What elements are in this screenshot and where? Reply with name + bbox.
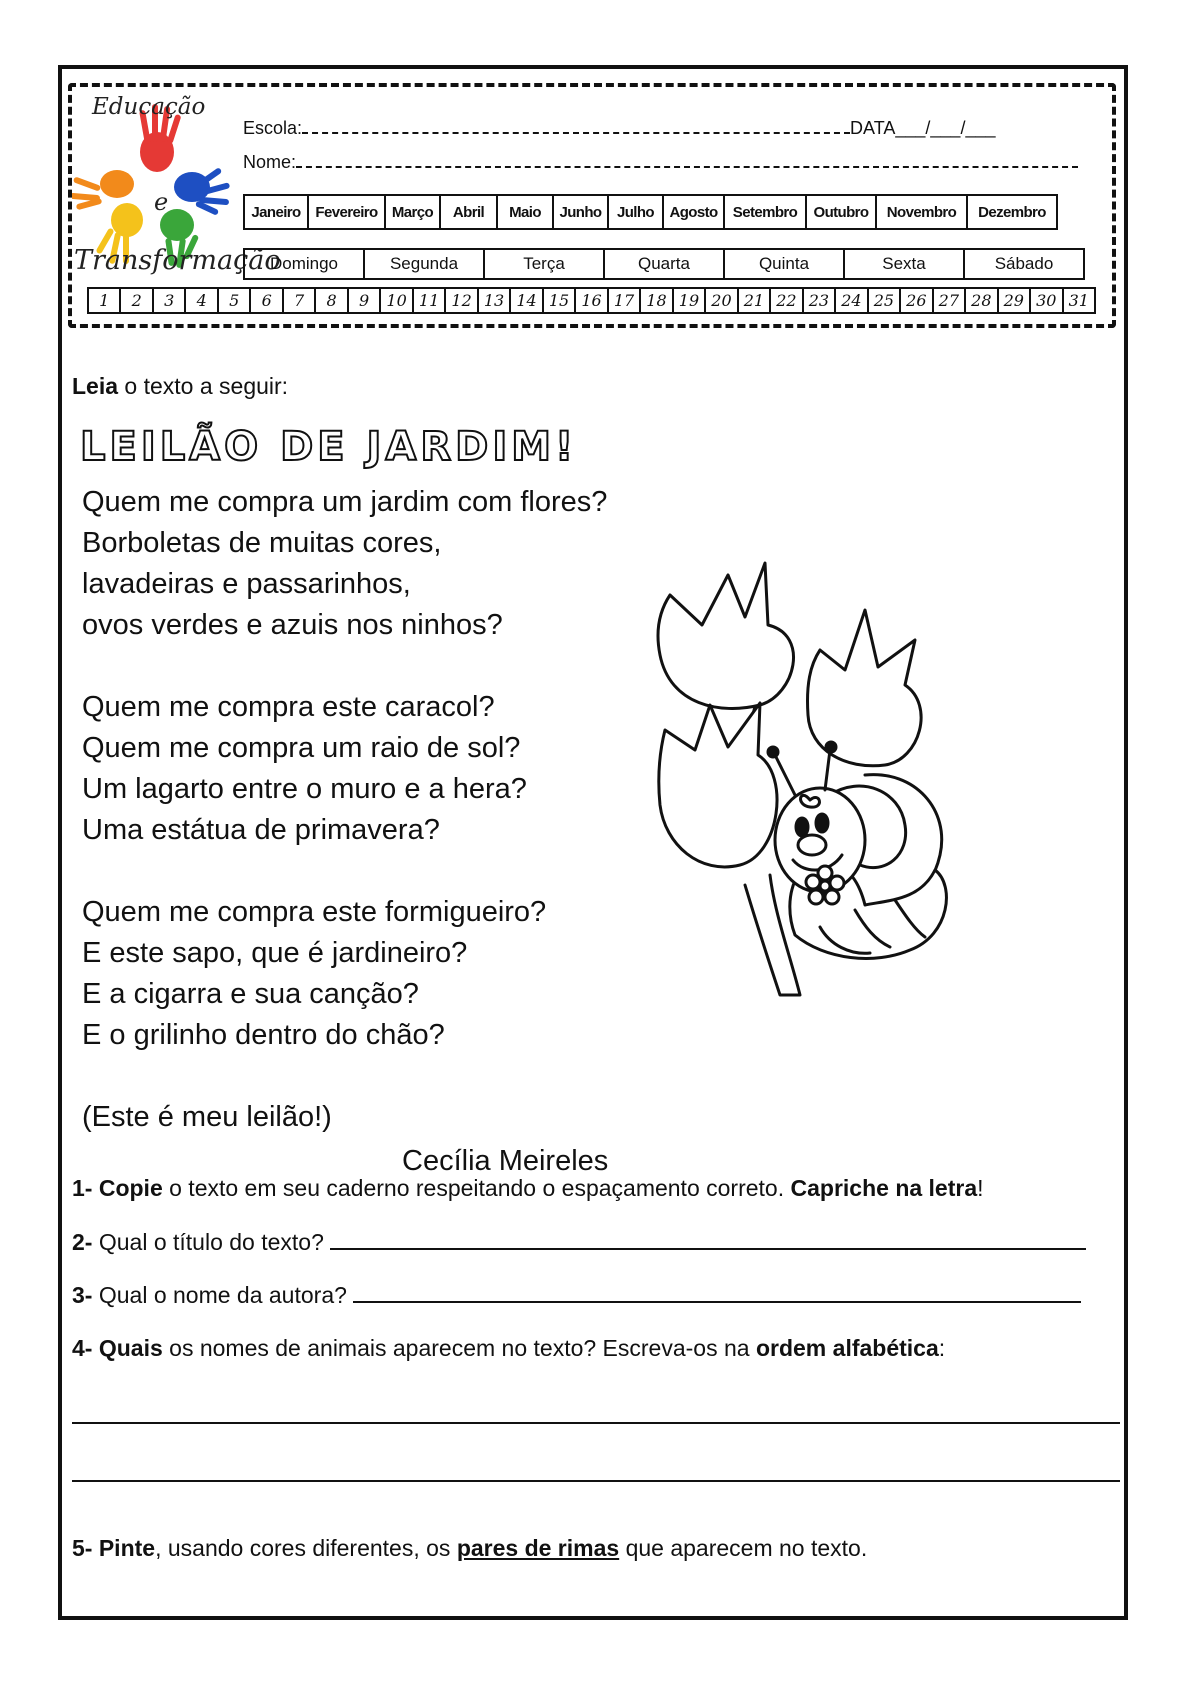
data-blanks[interactable]: ___/___/___ [895, 118, 996, 138]
q1-bold1: Copie [98, 1175, 163, 1201]
q4-bold2: ordem alfabética [755, 1335, 939, 1361]
day-cell[interactable]: 8 [316, 289, 348, 312]
q4-answer-line-1[interactable] [72, 1422, 1120, 1424]
q2-number: 2- [72, 1229, 93, 1255]
poem-stanza [82, 687, 607, 851]
months-row [243, 194, 1058, 230]
day-cell[interactable]: 5 [219, 289, 251, 312]
question-3 [72, 1281, 1081, 1309]
q5-bold1: Pinte [98, 1535, 156, 1561]
poem-line: E o grilinho dentro do chão? [82, 1019, 445, 1051]
poem-line: Quem me compra este formigueiro? [82, 896, 547, 928]
instruction-bold: Leia [72, 373, 119, 399]
month-cell[interactable]: Maio [498, 196, 554, 228]
poem-line: lavadeiras e passarinhos, [82, 568, 411, 600]
day-cell[interactable]: 30 [1031, 289, 1063, 312]
day-cell[interactable]: 3 [154, 289, 186, 312]
weekday-cell[interactable]: Segunda [365, 250, 485, 278]
day-cell[interactable]: 22 [771, 289, 803, 312]
day-cell[interactable]: 16 [576, 289, 608, 312]
day-cell[interactable]: 4 [186, 289, 218, 312]
question-5 [72, 1535, 867, 1562]
q1-text1: o texto em seu caderno respeitando o espaçamento correto. [162, 1175, 791, 1201]
tulip-snail-illustration-icon [650, 555, 990, 1005]
nome-line[interactable] [296, 152, 1078, 168]
day-cell[interactable]: 13 [479, 289, 511, 312]
month-cell[interactable]: Março [386, 196, 441, 228]
q1-bold2: Capriche na letra [790, 1175, 978, 1201]
question-2 [72, 1228, 1086, 1256]
poem-title: LEILÃO DE JARDIM! [80, 424, 578, 470]
poem-line: Um lagarto entre o muro e a hera? [82, 773, 527, 805]
day-cell[interactable]: 14 [511, 289, 543, 312]
poem-line: ovos verdes e azuis nos ninhos? [82, 609, 503, 641]
month-cell[interactable]: Dezembro [978, 203, 1046, 221]
day-cell[interactable]: 27 [934, 289, 966, 312]
weekday-cell[interactable]: Domingo [245, 250, 365, 278]
nome-label: Nome: [243, 152, 297, 172]
poem-line: Borboletas de muitas cores, [82, 527, 442, 559]
q5-text2: que aparecem no texto. [619, 1535, 868, 1561]
q3-text: Qual o nome da autora? [92, 1282, 354, 1308]
instruction-rest: o texto a seguir: [118, 373, 289, 399]
poem-body [82, 482, 607, 1179]
day-cell[interactable]: 10 [381, 289, 413, 312]
poem-line: E a cigarra e sua canção? [82, 978, 419, 1010]
nome-field[interactable] [243, 152, 1078, 173]
day-cell[interactable]: 18 [641, 289, 673, 312]
q3-number: 3- [72, 1282, 93, 1308]
logo-subtitle: Transformação [74, 245, 281, 276]
q4-answer-line-2[interactable] [72, 1480, 1120, 1482]
logo-title: Educação [92, 94, 206, 120]
day-cell[interactable]: 9 [349, 289, 381, 312]
day-cell[interactable]: 31 [1068, 291, 1089, 310]
q5-bold2: pares de rimas [456, 1535, 620, 1561]
question-4 [72, 1335, 945, 1362]
q1-text2: ! [977, 1175, 984, 1201]
day-cell[interactable]: 11 [414, 289, 446, 312]
q3-answer-line[interactable] [353, 1281, 1081, 1303]
day-cell[interactable]: 17 [609, 289, 641, 312]
poem-stanza [82, 1097, 607, 1138]
weekday-cell[interactable]: Terça [485, 250, 605, 278]
weekdays-row [243, 248, 1085, 280]
day-cell[interactable]: 26 [901, 289, 933, 312]
month-cell[interactable]: Outubro [807, 196, 877, 228]
instruction [72, 373, 288, 400]
day-cell[interactable]: 21 [739, 289, 771, 312]
month-cell[interactable]: Novembro [877, 196, 968, 228]
poem-author: Cecília Meireles [402, 1145, 609, 1177]
day-cell[interactable]: 23 [804, 289, 836, 312]
weekday-cell[interactable]: Sábado [994, 254, 1054, 273]
month-cell[interactable]: Julho [609, 196, 664, 228]
poem-line: Quem me compra este caracol? [82, 691, 495, 723]
day-cell[interactable]: 19 [674, 289, 706, 312]
weekday-cell[interactable]: Sexta [845, 250, 965, 278]
day-cell[interactable]: 25 [869, 289, 901, 312]
day-cell[interactable]: 7 [284, 289, 316, 312]
month-cell[interactable]: Abril [441, 196, 498, 228]
poem-line: Quem me compra um raio de sol? [82, 732, 521, 764]
day-cell[interactable]: 29 [999, 289, 1031, 312]
logo-center-letter: e [154, 188, 169, 216]
escola-field[interactable] [243, 118, 995, 139]
q5-number: 5- [72, 1535, 99, 1561]
data-label: DATA [850, 118, 896, 138]
q2-text: Qual o título do texto? [92, 1229, 331, 1255]
month-cell[interactable]: Setembro [725, 196, 807, 228]
day-cell[interactable]: 20 [706, 289, 738, 312]
month-cell[interactable]: Fevereiro [309, 196, 386, 228]
q5-text1: , usando cores diferentes, os [155, 1535, 457, 1561]
poem-line: Quem me compra um jardim com flores? [82, 486, 608, 518]
q4-bold1: Quais [98, 1335, 163, 1361]
day-cell[interactable]: 12 [446, 289, 478, 312]
q4-text2: : [938, 1335, 946, 1361]
weekday-cell[interactable]: Quinta [725, 250, 845, 278]
poem-line: Uma estátua de primavera? [82, 814, 440, 846]
escola-label: Escola: [243, 118, 303, 138]
days-row [87, 287, 1096, 314]
q4-number: 4- [72, 1335, 99, 1361]
day-cell[interactable]: 1 [89, 289, 121, 312]
day-cell[interactable]: 15 [544, 289, 576, 312]
poem-line: (Este é meu leilão!) [82, 1101, 332, 1133]
q2-answer-line[interactable] [330, 1228, 1086, 1250]
question-1 [72, 1175, 984, 1202]
day-cell[interactable]: 24 [836, 289, 868, 312]
day-cell[interactable]: 6 [251, 289, 283, 312]
month-cell[interactable]: Junho [554, 196, 609, 228]
month-cell[interactable]: Agosto [664, 196, 725, 228]
poem-stanza [82, 892, 607, 1056]
escola-line[interactable] [302, 118, 850, 134]
poem-stanza [82, 482, 607, 646]
q4-text1: os nomes de animais aparecem no texto? Escreva-os na [162, 1335, 756, 1361]
poem-line: E este sapo, que é jardineiro? [82, 937, 468, 969]
weekday-cell[interactable]: Quarta [605, 250, 725, 278]
q1-number: 1- [72, 1175, 99, 1201]
month-cell[interactable]: Janeiro [245, 196, 309, 228]
day-cell[interactable]: 28 [966, 289, 998, 312]
day-cell[interactable]: 2 [121, 289, 153, 312]
